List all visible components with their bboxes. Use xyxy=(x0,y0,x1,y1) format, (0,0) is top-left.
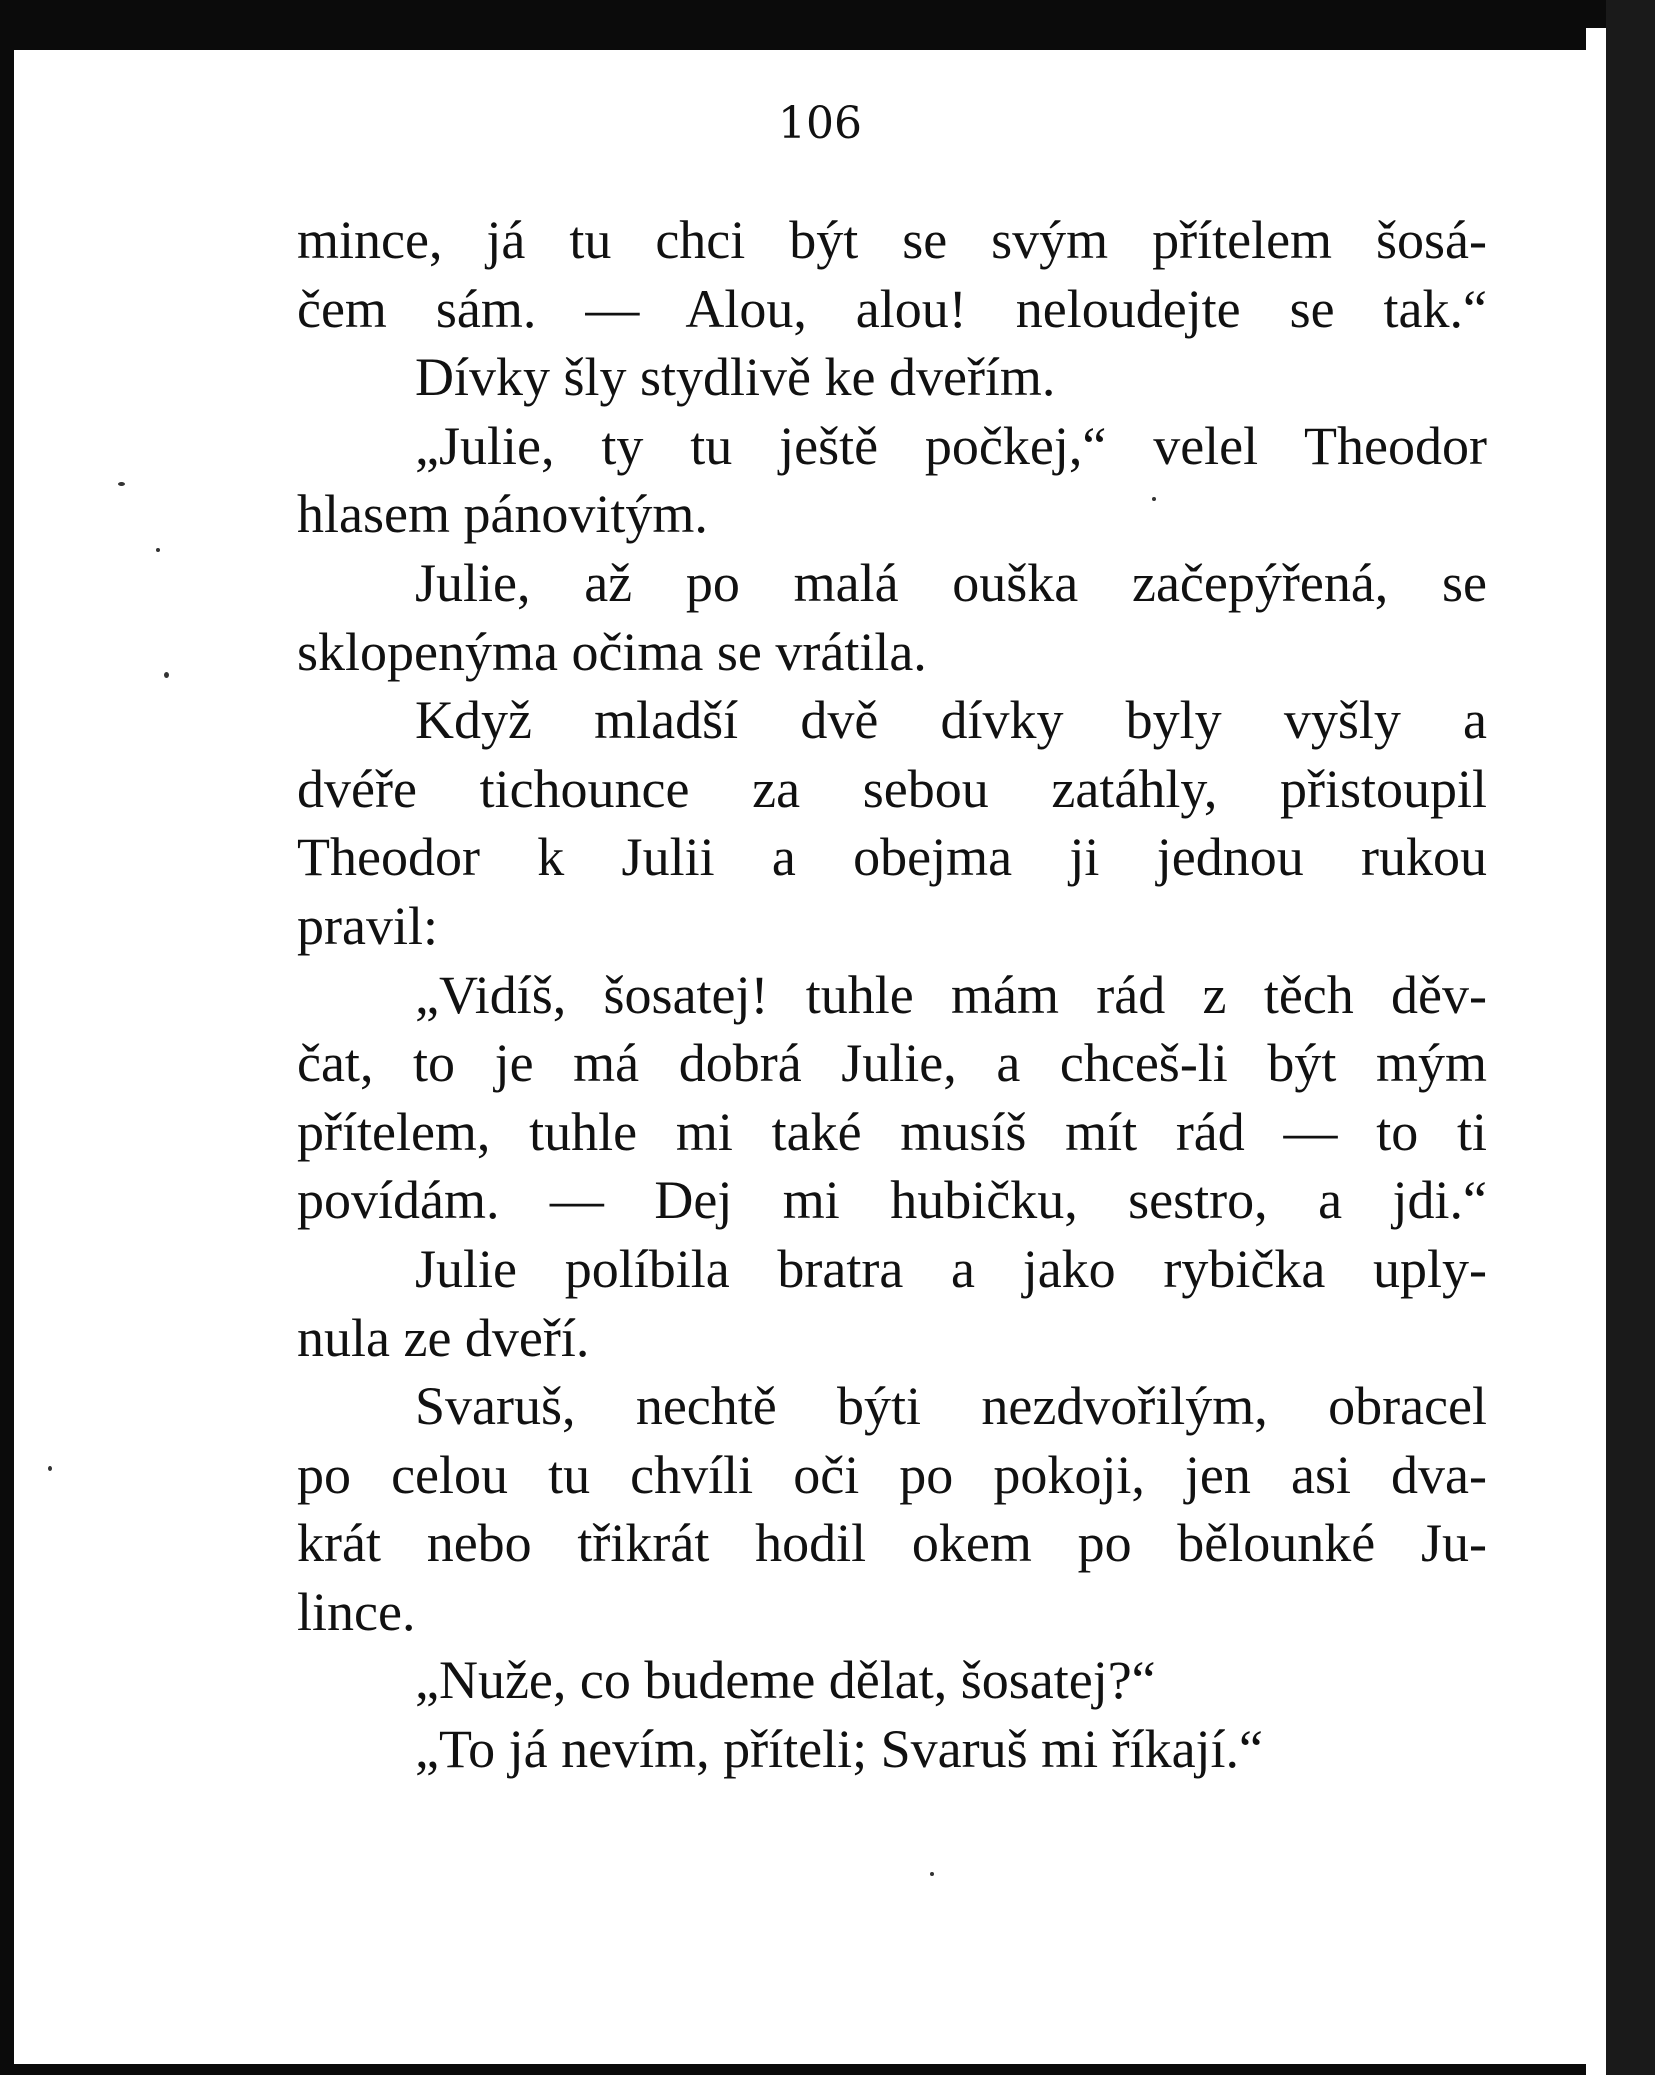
text-line: „Vidíš, šosatej! tuhle mám rád z těch děv- xyxy=(415,964,1487,1025)
scan-speck xyxy=(930,1872,934,1876)
text-line: po celou tu chvíli oči po pokoji, jen asi dva- xyxy=(297,1444,1487,1505)
text-line: Svaruš, nechtě býti nezdvořilým, obracel xyxy=(415,1376,1487,1437)
text-line: sklopenýma očima se vrátila. xyxy=(297,621,927,682)
scan-speck xyxy=(1152,497,1156,501)
scan-speck xyxy=(118,482,125,486)
text-line: Julie políbila bratra a jako rybička uply- xyxy=(415,1238,1487,1299)
scan-speck xyxy=(48,1466,52,1471)
text-line: hlasem pánovitým. xyxy=(297,484,708,545)
text-line: „To já nevím, příteli; Svaruš mi říkají.“ xyxy=(415,1719,1264,1780)
scan-speck xyxy=(156,548,160,552)
page-right-margin xyxy=(1586,28,1606,2075)
text-line: čem sám. — Alou, alou! neloudejte se tak.“ xyxy=(297,278,1487,339)
scan-speck xyxy=(164,672,169,678)
text-line: mince, já tu chci být se svým přítelem šosá- xyxy=(297,210,1487,270)
text-line: Julie, až po malá ouška začepýřená, se xyxy=(415,552,1487,613)
text-line: Když mladší dvě dívky byly vyšly a xyxy=(415,690,1487,751)
text-line: Theodor k Julii a obejma ji jednou rukou xyxy=(297,827,1487,888)
page-number: 106 xyxy=(778,98,862,149)
text-line: „Julie, ty tu ještě počkej,“ velel Theodor xyxy=(415,415,1487,476)
text-line: pravil: xyxy=(297,895,438,956)
text-line: povídám. — Dej mi hubičku, sestro, a jdi.“ xyxy=(297,1170,1487,1231)
text-line: dvéře tichounce za sebou zatáhly, přistoupil xyxy=(297,758,1487,819)
scan-edge-shadow xyxy=(1606,0,1655,2075)
text-line: „Nuže, co budeme dělat, šosatej?“ xyxy=(415,1650,1156,1711)
text-line: Dívky šly stydlivě ke dveřím. xyxy=(415,347,1056,408)
text-line: krát nebo třikrát hodil okem po bělounké Ju- xyxy=(297,1513,1487,1574)
text-line: nula ze dveří. xyxy=(297,1307,590,1368)
text-line: přítelem, tuhle mi také musíš mít rád — to ti xyxy=(297,1101,1487,1162)
text-line: čat, to je má dobrá Julie, a chceš-li být mým xyxy=(297,1033,1487,1094)
body-text xyxy=(297,206,1487,1784)
text-line: lince. xyxy=(297,1581,416,1642)
